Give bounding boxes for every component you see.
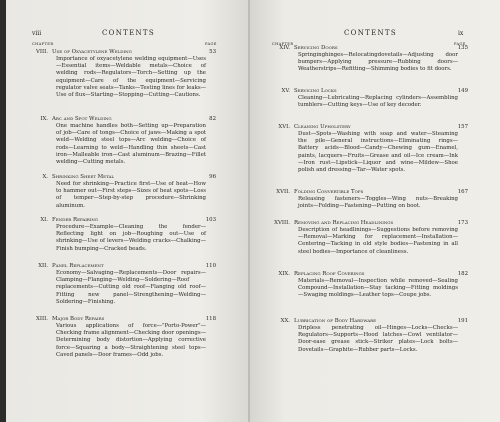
chapter-title: Servicing Locks: [294, 88, 337, 94]
chapter-description: Economy—Salvaging—Replacements—Door repairs—Clamping—Flanging—Welding—Soldering—Roof replacements—Cutting old roof—Flanging old roof—Fitting new panel—Strengthening—Welding—Soldering—Finishing.: [56, 270, 206, 305]
toc-entry-xvi[interactable]: [272, 124, 468, 186]
chapter-page: 157: [457, 124, 468, 130]
left-contents-heading: CONTENTS: [102, 29, 155, 37]
book-spread: [6, 0, 500, 422]
left-page-label: PAGE: [205, 42, 217, 46]
right-chapter-label: CHAPTER: [272, 42, 294, 46]
right-page-number: ix: [458, 30, 464, 37]
toc-entry-xiii[interactable]: [30, 316, 216, 368]
toc-entry-x[interactable]: [30, 174, 216, 210]
toc-entry-viii[interactable]: [30, 49, 216, 109]
chapter-description: Dust—Spots—Washing with soap and water—Steaming the pile—General instructions—Eliminating rings—Battery acids—Blood—Candy—Chewing gum—Enamel, paints, lacquers—Fruits—Grease and oil—Ice cream—Ink—Iron rust—Lipstick—Liquor and wine—Mildew—Shoe polish and dressing—Tar—Water spots.: [298, 131, 458, 174]
chapter-page: 149: [457, 88, 468, 94]
chapter-title: Lubrication of Body Hardware: [294, 318, 377, 324]
chapter-title: Major Body Repairs: [52, 316, 105, 322]
left-chapter-label: CHAPTER: [32, 42, 54, 46]
chapter-number: XVII.: [276, 189, 290, 195]
chapter-page: 182: [457, 271, 468, 277]
chapter-description: Various applications of force—"Porto-Power"—Checking frame alignment—Checking door openings—Determining body distortion—Applying corrective force—Squaring a body—Straightening steel tops—Caved panels—Door frames—Odd jobs.: [56, 323, 206, 358]
chapter-page: 191: [457, 318, 468, 324]
chapter-title: Replacing Roof Coverings: [294, 271, 365, 277]
chapter-page: 96: [209, 174, 216, 180]
chapter-description: Materials—Removal—Inspection while removed—Sealing Compound—Installation—Stay tacking—Fitting moldings—Swaging moldings—Leather tops—Coupe jobs.: [298, 278, 458, 299]
chapter-description: Description of headlinings—Suggestions before removing—Removal—Marking for replacement—Installation—Centering—Tacking in old style bodies—Fastening in all steel bodies—Importance of cleanliness.: [298, 227, 458, 255]
chapter-number: XVIII.: [274, 220, 290, 226]
toc-entry-xii[interactable]: [30, 263, 216, 309]
chapter-title: Arc and Spot Welding: [52, 116, 112, 122]
chapter-title: Folding Convertible Tops: [294, 189, 364, 195]
chapter-description: Importance of oxyacetylene welding equipment—Uses—Essential items—Weldable metals—Choice of welding rods—Regulators—Torch—Setting up the equipment—Care of the equipment—Servicing regulator valve seats—Tanks—Testing lines for leaks—Use of flux—Starting—Stopping—Cutting—Cautions.: [56, 56, 206, 99]
toc-entry-xvii[interactable]: [272, 189, 468, 217]
right-page: [250, 0, 500, 422]
chapter-number: XIII.: [36, 316, 48, 322]
chapter-page: 173: [457, 220, 468, 226]
chapter-number: XIX.: [278, 271, 290, 277]
chapter-page: 110: [205, 263, 216, 269]
chapter-description: Dripless penetrating oil—Hinges—Locks—Checks—Regulators—Supports—Hood latches—Cowl ventilator—Door-ease grease stick—Striker plates—Lock bolts—Dovetails—Graphite—Rubber parts—Locks.: [298, 325, 458, 353]
toc-entry-ix[interactable]: [30, 116, 216, 176]
chapter-title: Use of Oxyacetylene Welding: [52, 49, 132, 55]
chapter-title: Panel Replacement: [52, 263, 104, 269]
toc-entry-xv[interactable]: [272, 88, 468, 118]
chapter-page: 118: [205, 316, 216, 322]
chapter-title: Fender Repairing: [52, 217, 99, 223]
left-page-number: viii: [32, 30, 42, 37]
chapter-page: 135: [457, 45, 468, 51]
left-page: [6, 0, 250, 422]
chapter-title: Cleaning Upholstery: [294, 124, 351, 130]
chapter-number: XX.: [280, 318, 290, 324]
chapter-description: Cleaning—Lubricating—Replacing cylinders—Assembling tumblers—Cutting keys—Use of key decoder.: [298, 95, 458, 109]
chapter-description: Need for shrinking—Practice first—Use of heat—How to hammer out—First steps—Sizes of heat spots—Loss of temper—Step-by-step procedure—Shrinking aluminum.: [56, 181, 206, 209]
chapter-page: 82: [209, 116, 216, 122]
chapter-page: 53: [209, 49, 216, 55]
chapter-description: Springinghinges—Relocatingdovetails—Adjusting door bumpers—Applying pressure—Rubbing doors—Weatherstrips—Refitting—Shimming bodies to fit doors.: [298, 52, 458, 73]
chapter-number: XII.: [38, 263, 48, 269]
toc-entry-xi[interactable]: [30, 217, 216, 253]
chapter-number: VIII.: [36, 49, 48, 55]
chapter-description: Procedure—Example—Cleaning the fender—Reflecting light on job—Roughing out—Use of shrinking—Use of levers—Welding cracks—Chalking—Finish bumping—Cracked beads.: [56, 224, 206, 252]
chapter-description: Releasing fasteners—Toggles—Wing nuts—Breaking joints—Folding—Fastening—Putting on boot.: [298, 196, 458, 210]
right-contents-heading: CONTENTS: [344, 29, 397, 37]
chapter-title: Shrinking Sheet Metal: [52, 174, 115, 180]
chapter-number: XIV.: [279, 45, 290, 51]
toc-entry-xiv[interactable]: [272, 45, 468, 81]
chapter-number: XI.: [40, 217, 48, 223]
toc-entry-xx[interactable]: [272, 318, 468, 370]
chapter-page: 103: [205, 217, 216, 223]
chapter-title: Servicing Doors: [294, 45, 338, 51]
toc-entry-xviii[interactable]: [272, 220, 468, 266]
chapter-page: 167: [457, 189, 468, 195]
toc-entry-xix[interactable]: [272, 271, 468, 311]
chapter-number: X.: [42, 174, 48, 180]
chapter-number: XVI.: [278, 124, 290, 130]
chapter-description: One machine handles both—Setting up—Preparation of job—Care of tongs—Choice of jaws—Making a spot weld—Welding steel tops—Arc welding—Choice of rods—Learning to weld—Handling thin sheets—Cast iron—Malleable iron—Cast aluminum—Brazing—Fillet welding—Cutting metals.: [56, 123, 206, 166]
chapter-title: Removing and Replacing Headlinings: [294, 220, 394, 226]
chapter-number: XV.: [281, 88, 290, 94]
chapter-number: IX.: [40, 116, 48, 122]
right-page-label: PAGE: [454, 42, 466, 46]
